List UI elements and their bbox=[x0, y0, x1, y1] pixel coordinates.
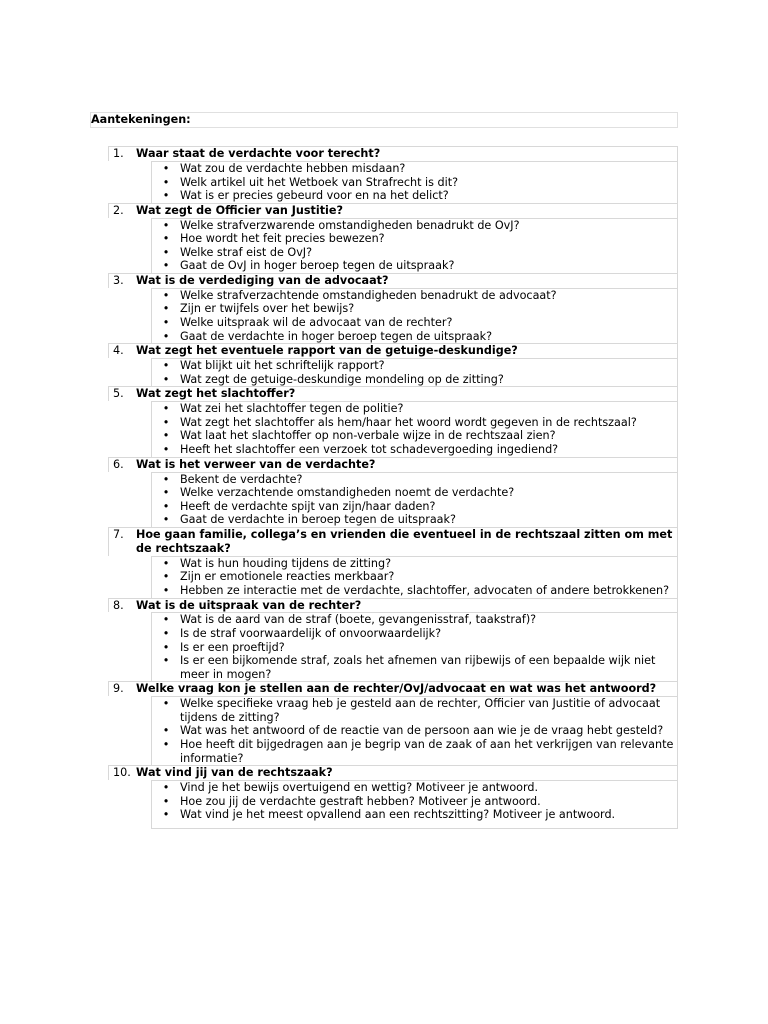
bullet-icon: • bbox=[162, 415, 170, 429]
notes-label: Aantekeningen: bbox=[91, 113, 191, 126]
question-number: 2. bbox=[113, 203, 124, 217]
list-item bbox=[152, 570, 677, 584]
bullet-icon: • bbox=[162, 259, 170, 273]
sub-question-text: Is de straf voorwaardelijk of onvoorwaardelijk? bbox=[180, 627, 442, 640]
question-text: Wat is de verdediging van de advocaat? bbox=[136, 273, 389, 287]
bullet-icon: • bbox=[162, 472, 170, 486]
question-number: 7. bbox=[113, 527, 124, 541]
sub-question-text: Welk artikel uit het Wetboek van Strafrecht is dit? bbox=[180, 175, 459, 189]
question-number: 6. bbox=[113, 457, 124, 471]
bullet-icon: • bbox=[162, 654, 170, 668]
list-item bbox=[152, 641, 677, 655]
list-item bbox=[152, 219, 677, 233]
list-item bbox=[152, 302, 677, 316]
sub-question-text: Welke specifieke vraag heb je gesteld aan de rechter, Officier van Justitie of advocaat tijdens de zitting? bbox=[180, 697, 661, 724]
list-item bbox=[152, 429, 677, 443]
list-item bbox=[152, 416, 677, 430]
bullet-icon: • bbox=[162, 232, 170, 246]
bullet-icon: • bbox=[162, 499, 170, 513]
question-row bbox=[108, 527, 678, 556]
sub-question-text: Wat zegt het slachtoffer als hem/haar het woord wordt gegeven in de rechtszaal? bbox=[180, 415, 637, 429]
bullet-icon: • bbox=[162, 402, 170, 416]
question-text: Welke vraag kon je stellen aan de rechter/OvJ/advocaat en wat was het antwoord? bbox=[136, 682, 657, 696]
sub-question-text: Wat laat het slachtoffer op non-verbale wijze in de rechtszaal zien? bbox=[180, 429, 556, 443]
bullet-icon: • bbox=[162, 570, 170, 584]
sub-question-text: Heeft de verdachte spijt van zijn/haar daden? bbox=[180, 499, 436, 513]
question-text: Waar staat de verdachte voor terecht? bbox=[136, 147, 381, 160]
question-text: Hoe gaan familie, collega’s en vrienden die eventueel in de rechtszaal zitten om met de rechtszaak? bbox=[136, 527, 673, 555]
list-item bbox=[152, 795, 677, 809]
list-item bbox=[152, 500, 677, 514]
sub-question-text: Wat is hun houding tijdens de zitting? bbox=[180, 556, 392, 570]
sub-question-text: Wat was het antwoord of de reactie van de persoon aan wie je de vraag hebt gesteld? bbox=[180, 724, 664, 738]
list-item bbox=[152, 402, 677, 416]
sub-question-list bbox=[151, 358, 678, 386]
sub-question-text: Wat is de aard van de straf (boete, gevangenisstraf, taakstraf)? bbox=[180, 613, 537, 627]
bullet-icon: • bbox=[162, 189, 170, 203]
sub-question-text: Gaat de verdachte in hoger beroep tegen de uitspraak? bbox=[180, 329, 493, 343]
bullet-icon: • bbox=[162, 218, 170, 232]
bullet-icon: • bbox=[162, 724, 170, 738]
sub-question-text: Wat zegt de getuige-deskundige mondeling op de zitting? bbox=[180, 372, 504, 386]
list-item bbox=[152, 359, 677, 373]
question-text: Wat zegt het slachtoffer? bbox=[136, 387, 296, 401]
bullet-icon: • bbox=[162, 794, 170, 808]
list-item bbox=[152, 808, 677, 822]
list-item bbox=[152, 259, 677, 273]
question-number: 4. bbox=[113, 344, 124, 358]
sub-question-text: Welke verzachtende omstandigheden noemt de verdachte? bbox=[180, 486, 515, 500]
list-item bbox=[152, 557, 677, 571]
question-text: Wat is de uitspraak van de rechter? bbox=[136, 598, 362, 612]
question-row bbox=[108, 273, 678, 288]
bullet-icon: • bbox=[162, 288, 170, 302]
bullet-icon: • bbox=[162, 245, 170, 259]
list-item bbox=[152, 584, 677, 598]
sub-question-list bbox=[151, 472, 678, 527]
sub-question-text: Wat zou de verdachte hebben misdaan? bbox=[180, 161, 406, 175]
question-row bbox=[108, 203, 678, 218]
question-list bbox=[108, 146, 678, 829]
list-item bbox=[152, 627, 677, 641]
question-row bbox=[108, 386, 678, 401]
sub-question-list bbox=[151, 696, 678, 765]
bullet-icon: • bbox=[162, 429, 170, 443]
question-text: Wat is het verweer van de verdachte? bbox=[136, 457, 376, 471]
bullet-icon: • bbox=[162, 781, 170, 795]
list-item bbox=[152, 246, 677, 260]
sub-question-list bbox=[151, 612, 678, 681]
sub-question-text: Wat zei het slachtoffer tegen de politie? bbox=[180, 402, 404, 416]
question-number: 9. bbox=[113, 682, 124, 696]
bullet-icon: • bbox=[162, 627, 170, 640]
sub-question-text: Welke straf eist de OvJ? bbox=[180, 245, 313, 259]
list-item bbox=[152, 738, 677, 765]
list-item bbox=[152, 162, 677, 176]
bullet-icon: • bbox=[162, 613, 170, 627]
sub-question-text: Wat vind je het meest opvallend aan een rechtszitting? Motiveer je antwoord. bbox=[180, 808, 616, 822]
list-item bbox=[152, 316, 677, 330]
question-text: Wat zegt het eventuele rapport van de getuige-deskundige? bbox=[136, 344, 518, 358]
list-item bbox=[152, 176, 677, 190]
bullet-icon: • bbox=[162, 359, 170, 373]
sub-question-list bbox=[151, 288, 678, 343]
sub-question-text: Welke strafverzwarende omstandigheden benadrukt de OvJ? bbox=[180, 218, 520, 232]
sub-question-text: Zijn er emotionele reacties merkbaar? bbox=[180, 570, 395, 584]
bullet-icon: • bbox=[162, 302, 170, 316]
list-item bbox=[152, 373, 677, 387]
sub-question-list bbox=[151, 780, 678, 829]
sub-question-list bbox=[151, 401, 678, 456]
sub-question-text: Hoe wordt het feit precies bewezen? bbox=[180, 232, 385, 246]
list-item bbox=[152, 232, 677, 246]
sub-question-text: Hoe heeft dit bijgedragen aan je begrip van de zaak of aan het verkrijgen van relevante informatie? bbox=[180, 738, 674, 765]
bullet-icon: • bbox=[162, 329, 170, 343]
question-number: 1. bbox=[113, 147, 124, 160]
sub-question-text: Zijn er twijfels over het bewijs? bbox=[180, 302, 355, 316]
bullet-icon: • bbox=[162, 808, 170, 822]
list-item bbox=[152, 289, 677, 303]
list-item bbox=[152, 654, 677, 681]
bullet-icon: • bbox=[162, 583, 170, 597]
sub-question-text: Hebben ze interactie met de verdachte, slachtoffer, advocaten of andere betrokkenen? bbox=[180, 583, 670, 597]
list-item bbox=[152, 330, 677, 344]
sub-question-text: Gaat de verdachte in beroep tegen de uitspraak? bbox=[180, 513, 456, 527]
question-number: 5. bbox=[113, 387, 124, 401]
bullet-icon: • bbox=[162, 316, 170, 330]
bullet-icon: • bbox=[162, 697, 170, 711]
bullet-icon: • bbox=[162, 372, 170, 386]
sub-question-text: Is er een proeftijd? bbox=[180, 640, 285, 654]
question-number: 8. bbox=[113, 598, 124, 612]
question-text: Wat vind jij van de rechtszaak? bbox=[136, 766, 333, 780]
list-item bbox=[152, 613, 677, 627]
list-item bbox=[152, 781, 677, 795]
list-item bbox=[152, 513, 677, 527]
bullet-icon: • bbox=[162, 175, 170, 189]
list-item bbox=[152, 724, 677, 738]
list-item bbox=[152, 443, 677, 457]
bullet-icon: • bbox=[162, 161, 170, 175]
sub-question-text: Vind je het bewijs overtuigend en wettig? Motiveer je antwoord. bbox=[180, 781, 539, 795]
sub-question-text: Welke uitspraak wil de advocaat van de rechter? bbox=[180, 316, 453, 330]
list-item bbox=[152, 486, 677, 500]
notes-field bbox=[90, 112, 678, 128]
question-row bbox=[108, 765, 678, 780]
bullet-icon: • bbox=[162, 443, 170, 457]
sub-question-text: Welke strafverzachtende omstandigheden benadrukt de advocaat? bbox=[180, 288, 557, 302]
list-item bbox=[152, 189, 677, 203]
question-number: 3. bbox=[113, 273, 124, 287]
question-row bbox=[108, 598, 678, 613]
bullet-icon: • bbox=[162, 513, 170, 527]
bullet-icon: • bbox=[162, 640, 170, 654]
sub-question-text: Is er een bijkomende straf, zoals het afnemen van rijbewijs of een bepaalde wijk niet meer in mogen? bbox=[180, 654, 656, 681]
question-row bbox=[108, 681, 678, 696]
bullet-icon: • bbox=[162, 556, 170, 570]
sub-question-list bbox=[151, 218, 678, 273]
sub-question-list bbox=[151, 161, 678, 203]
list-item bbox=[152, 473, 677, 487]
bullet-icon: • bbox=[162, 486, 170, 500]
sub-question-text: Bekent de verdachte? bbox=[180, 472, 303, 486]
question-row bbox=[108, 343, 678, 358]
sub-question-text: Wat is er precies gebeurd voor en na het delict? bbox=[180, 189, 449, 203]
sub-question-text: Hoe zou jij de verdachte gestraft hebben? Motiveer je antwoord. bbox=[180, 794, 541, 808]
question-text: Wat zegt de Officier van Justitie? bbox=[136, 203, 343, 217]
question-row bbox=[108, 457, 678, 472]
sub-question-text: Gaat de OvJ in hoger beroep tegen de uitspraak? bbox=[180, 259, 455, 273]
question-row bbox=[108, 146, 678, 161]
list-item bbox=[152, 697, 677, 724]
sub-question-text: Heeft het slachtoffer een verzoek tot schadevergoeding ingediend? bbox=[180, 443, 559, 457]
question-number: 10. bbox=[113, 766, 131, 780]
bullet-icon: • bbox=[162, 738, 170, 752]
sub-question-text: Wat blijkt uit het schriftelijk rapport? bbox=[180, 359, 385, 373]
sub-question-list bbox=[151, 556, 678, 598]
